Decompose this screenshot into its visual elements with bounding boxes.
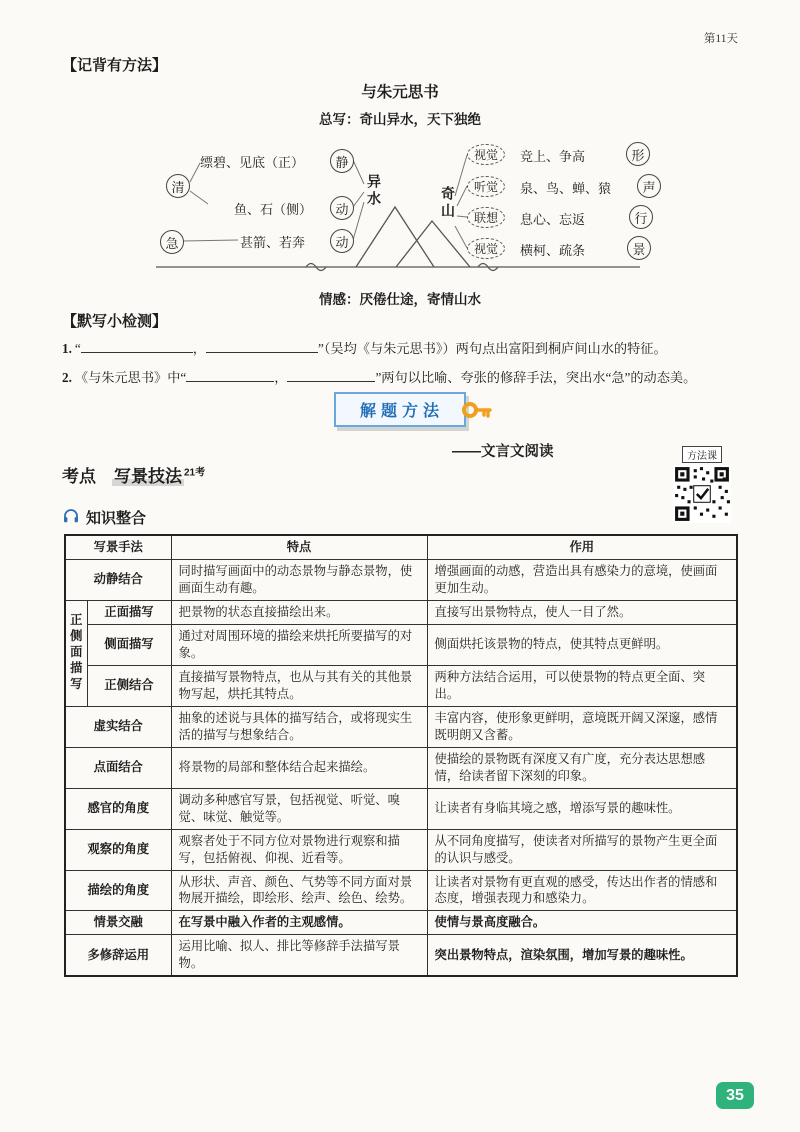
effect-cell: 让读者对景物有更直观的感受，传达出作者的情感和态度，增强表现力和感染力。: [427, 870, 737, 911]
feature-cell: 调动多种感官写景，包括视觉、听觉、嗅觉、味觉、触觉等。: [171, 788, 427, 829]
feature-cell: 同时描写画面中的动态景物与静态景物，使画面生动有趣。: [171, 559, 427, 600]
answer-blank: [287, 368, 375, 382]
header-feature: 特点: [171, 535, 427, 559]
table-row: [65, 747, 737, 788]
effect-cell: 让读者有身临其境之感，增添写景的趣味性。: [427, 788, 737, 829]
headphones-icon: [62, 506, 80, 528]
sense-row-text: 竞上、争高: [520, 149, 586, 164]
answer-blank: [186, 368, 274, 382]
feature-cell: 观察者处于不同方位对景物进行观察和描写，包括俯视、仰视、近看等。: [171, 829, 427, 870]
effect-cell: 直接写出景物特点，使人一目了然。: [427, 600, 737, 624]
page-number-badge: 35: [716, 1082, 754, 1109]
water-trait-circle: 清: [166, 174, 190, 198]
method-cell: 感官的角度: [65, 788, 171, 829]
item-text: 《与朱元思书》中“: [74, 370, 187, 386]
item-text: ，: [192, 341, 206, 356]
method-cell: 多修辞运用: [65, 935, 171, 976]
method-cell: 点面结合: [65, 747, 171, 788]
effect-cell: 突出景物特点，渲染氛围，增加写景的趣味性。: [427, 935, 737, 976]
item-number: 1.: [62, 341, 72, 356]
sense-row-tag: 声: [637, 174, 661, 198]
feature-cell: 通过对周围环境的描绘来烘托所要描写的对象。: [171, 624, 427, 665]
header-effect: 作用: [427, 535, 737, 559]
effect-cell: 从不同角度描写，使读者对所描写的景物产生更全面的认识与感受。: [427, 829, 737, 870]
sense-row-tag: 行: [629, 205, 653, 229]
sense-label: 联想: [467, 207, 505, 228]
techniques-table: [64, 534, 736, 977]
method-cell: 描绘的角度: [65, 870, 171, 911]
knowledge-heading: [62, 506, 146, 528]
topic-superscript: 21考: [184, 467, 206, 479]
dictation-section: [62, 310, 742, 396]
water-row-tag: 动: [330, 196, 354, 220]
dictation-heading: 【默写小检测】: [62, 313, 168, 330]
effect-cell: 使描绘的景物既有深度又有广度，充分表达思想感情，给读者留下深刻的印象。: [427, 747, 737, 788]
feature-cell: 把景物的状态直接描绘出来。: [171, 600, 427, 624]
answer-blank: [81, 339, 193, 353]
method-cell: 情景交融: [65, 911, 171, 935]
qr-block: [672, 446, 732, 523]
diagram-summary: 总写：奇山异水，天下独绝: [319, 112, 481, 127]
sense-row-text: 息心、忘返: [520, 212, 586, 227]
effect-cell: 两种方法结合运用，可以使景物的特点更全面、突出。: [427, 665, 737, 706]
effect-cell: 丰富内容，使形象更鲜明，意境既开阔又深邃，感情既明朗又含蓄。: [427, 706, 737, 747]
table-row: [65, 870, 737, 911]
header-method: 写景手法: [65, 535, 171, 559]
water-row-tag: 动: [330, 229, 354, 253]
method-cell: 虚实结合: [65, 706, 171, 747]
table-row: [65, 706, 737, 747]
effect-cell: 侧面烘托该景物的特点，使其特点更鲜明。: [427, 624, 737, 665]
method-cell: 侧面描写: [87, 624, 171, 665]
sense-label: 听觉: [467, 176, 505, 197]
knowledge-label: 知识整合: [86, 509, 147, 527]
dictation-item-1: [62, 338, 742, 359]
table-row: [65, 624, 737, 665]
memorize-heading: 【记背有方法】: [62, 57, 168, 74]
diagram-title: 与朱元思书: [361, 84, 439, 101]
item-number: 2.: [62, 370, 72, 386]
feature-cell: 从形状、声音、颜色、气势等不同方面对景物展开描绘，即绘形、绘声、绘色、绘势。: [171, 870, 427, 911]
sense-row-tag: 景: [627, 236, 651, 260]
method-badge-label: 解题方法: [359, 403, 445, 420]
table-header-row: [65, 535, 737, 559]
sense-row-tag: 形: [626, 142, 650, 166]
item-text: ，: [274, 370, 288, 386]
key-icon: [460, 394, 494, 429]
qr-code[interactable]: [673, 465, 731, 523]
answer-blank: [206, 339, 318, 353]
method-subtitle: ——文言文阅读: [452, 444, 554, 460]
method-cell: 观察的角度: [65, 829, 171, 870]
exam-point-label: 考点: [62, 467, 96, 486]
table-row: [65, 911, 737, 935]
water-trait-circle: 急: [160, 230, 184, 254]
qr-label: 方法课: [682, 446, 722, 463]
sense-row-text: 泉、鸟、蝉、猿: [520, 181, 612, 196]
method-cell: 动静结合: [65, 559, 171, 600]
table-row: [65, 600, 737, 624]
method-badge: [334, 392, 466, 427]
water-row-text: 缥碧、见底（正）: [200, 155, 305, 170]
item-text: ”（吴均《与朱元思书》）两句点出富阳到桐庐间山水的特征。: [317, 341, 667, 356]
water-row-tag: 静: [330, 149, 354, 173]
topic-label: 写景技法: [114, 467, 182, 486]
item-text: “: [74, 341, 81, 356]
feature-cell: 将景物的局部和整体结合起来描绘。: [171, 747, 427, 788]
table-row: [65, 935, 737, 976]
feature-cell: 运用比喻、拟人、排比等修辞手法描写景物。: [171, 935, 427, 976]
item-text: ”两句以比喻、夸张的修辞手法，突出水“急”的动态美。: [375, 370, 697, 386]
table-row: [65, 665, 737, 706]
water-row-text: 鱼、石（侧）: [234, 202, 313, 217]
group-label-cell: 正侧面描写: [65, 600, 87, 706]
effect-cell: 使情与景高度融合。: [427, 911, 737, 935]
day-label: 第11天: [703, 33, 738, 45]
method-cell: 正侧结合: [87, 665, 171, 706]
method-cell: 正面描写: [87, 600, 171, 624]
feature-cell: 在写景中融入作者的主观感情。: [171, 911, 427, 935]
mountain-label: 奇山: [439, 186, 454, 220]
exam-point-heading: [62, 462, 205, 487]
table-row: [65, 829, 737, 870]
water-row-text: 甚箭、若奔: [240, 235, 306, 250]
dictation-item-2: [62, 367, 742, 388]
emotion-line: 情感：厌倦仕途，寄情山水: [319, 292, 481, 307]
table-row: [65, 559, 737, 600]
table-row: [65, 788, 737, 829]
sense-label: 视觉: [467, 238, 505, 259]
mountain-drawing: [356, 207, 434, 267]
feature-cell: 直接描写景物特点，也从与其有关的其他景物写起，烘托其特点。: [171, 665, 427, 706]
water-label: 异水: [365, 174, 380, 208]
effect-cell: 增强画面的动感，营造出具有感染力的意境，使画面更加生动。: [427, 559, 737, 600]
sense-row-text: 横柯、疏条: [520, 243, 586, 258]
feature-cell: 抽象的述说与具体的描写结合，或将现实生活的描写与想象结合。: [171, 706, 427, 747]
mindmap-diagram: [60, 80, 740, 318]
sense-label: 视觉: [467, 144, 505, 165]
